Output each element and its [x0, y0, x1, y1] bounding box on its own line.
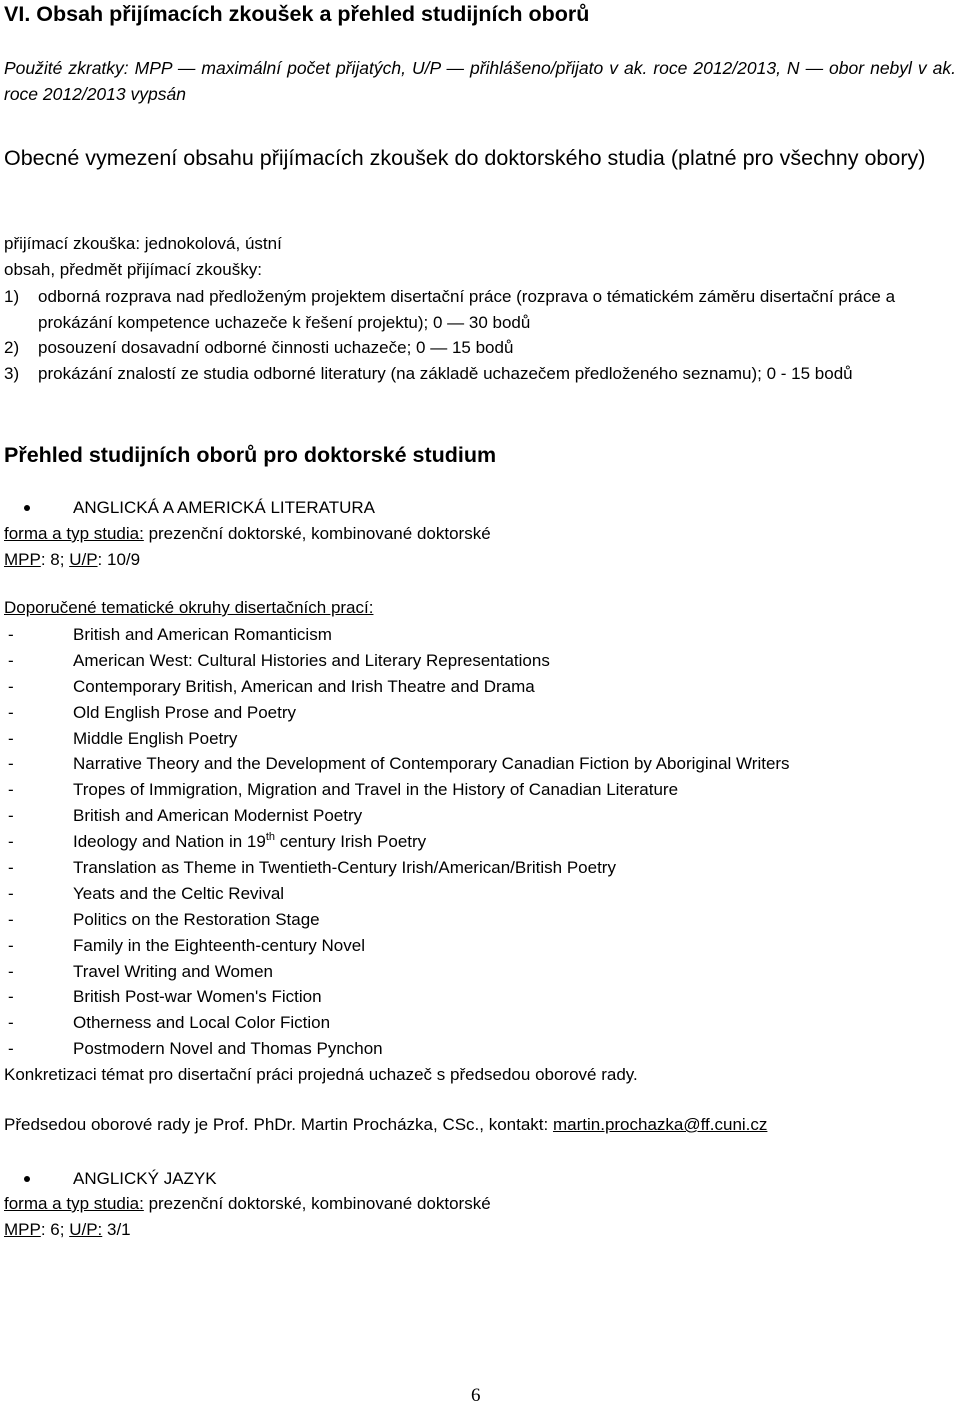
exam-content-label: obsah, předmět přijímací zkoušky:: [4, 260, 262, 279]
bullet-icon: [24, 1176, 30, 1182]
topics-note: Konkretizaci témat pro disertační práci projedná uchazeč s předsedou oborové rady.: [4, 1065, 638, 1084]
program-name: ANGLICKÝ JAZYK: [73, 1169, 217, 1188]
study-form-label: forma a typ studia:: [4, 1194, 144, 1213]
overview-title: Přehled studijních oborů pro doktorské studium: [4, 443, 497, 467]
up-label: U/P:: [69, 1220, 103, 1239]
exam-item-number: 1): [4, 287, 20, 306]
mpp-label: MPP: [4, 1220, 41, 1239]
chair-text: Předsedou oborové rady je Prof. PhDr. Martin Procházka, CSc., kontakt:: [4, 1115, 553, 1134]
chair-line: [4, 1114, 767, 1136]
ordinal-superscript: th: [265, 831, 275, 844]
exam-item-number: 2): [4, 338, 20, 357]
page-number: 6: [471, 1385, 481, 1406]
exam-item-3: [4, 361, 888, 387]
abbreviations-note: Použité zkratky: MPP — maximální počet přijatých, U/P — přihlášeno/přijato v ak. roce 2012/2013, N — obor nebyl v ak. roce 2012/2013 vypsán: [4, 58, 956, 104]
exam-item-text: prokázání znalostí ze studia odborné literatury (na základě uchazečem předloženého seznamu); 0 - 15 bodů: [38, 364, 853, 383]
topics-label: Doporučené tematické okruhy disertačních prací:: [4, 598, 374, 617]
admission-stats-line: [4, 1219, 131, 1241]
topics-heading: [4, 597, 373, 619]
exam-type-value: jednokolová, ústní: [140, 234, 282, 253]
general-section-title: Obecné vymezení obsahu přijímacích zkoušek do doktorského studia (platné pro všechny obory): [4, 146, 926, 170]
study-form-value: prezenční doktorské, kombinované doktorské: [143, 1194, 491, 1213]
exam-item-text: posouzení dosavadní odborné činnosti uchazeče; 0 — 15 bodů: [38, 338, 514, 357]
mpp-value: : 6;: [40, 1220, 70, 1239]
exam-item-number: 3): [4, 364, 20, 383]
mpp-label: MPP: [4, 550, 41, 569]
chair-email-link[interactable]: martin.prochazka@ff.cuni.cz: [552, 1115, 768, 1134]
study-form-label: forma a typ studia:: [4, 524, 144, 543]
page-heading: VI. Obsah přijímacích zkoušek a přehled studijních oborů: [4, 2, 590, 26]
study-form-line: [4, 523, 491, 545]
up-label: U/P: [69, 550, 98, 569]
bullet-icon: [24, 505, 30, 511]
study-form-value: prezenční doktorské, kombinované doktorské: [143, 524, 491, 543]
study-form-line: [4, 1193, 491, 1215]
exam-item-1: [4, 284, 898, 336]
up-value: : 10/9: [97, 550, 141, 569]
program-name: ANGLICKÁ A AMERICKÁ LITERATURA: [73, 498, 375, 517]
up-value: 3/1: [102, 1220, 131, 1239]
admission-stats-line: [4, 549, 140, 571]
mpp-value: : 8;: [40, 550, 70, 569]
exam-item-text: odborná rozprava nad předloženým projektem disertační práce (rozprava o tématickém záměru disertační práce a prokázání kompetence uchazeče k řešení projektu); 0 — 30 bodů: [38, 287, 896, 332]
exam-item-2: [4, 335, 898, 361]
exam-type-line: [4, 233, 282, 255]
exam-type-label: přijímací zkouška:: [4, 234, 141, 253]
